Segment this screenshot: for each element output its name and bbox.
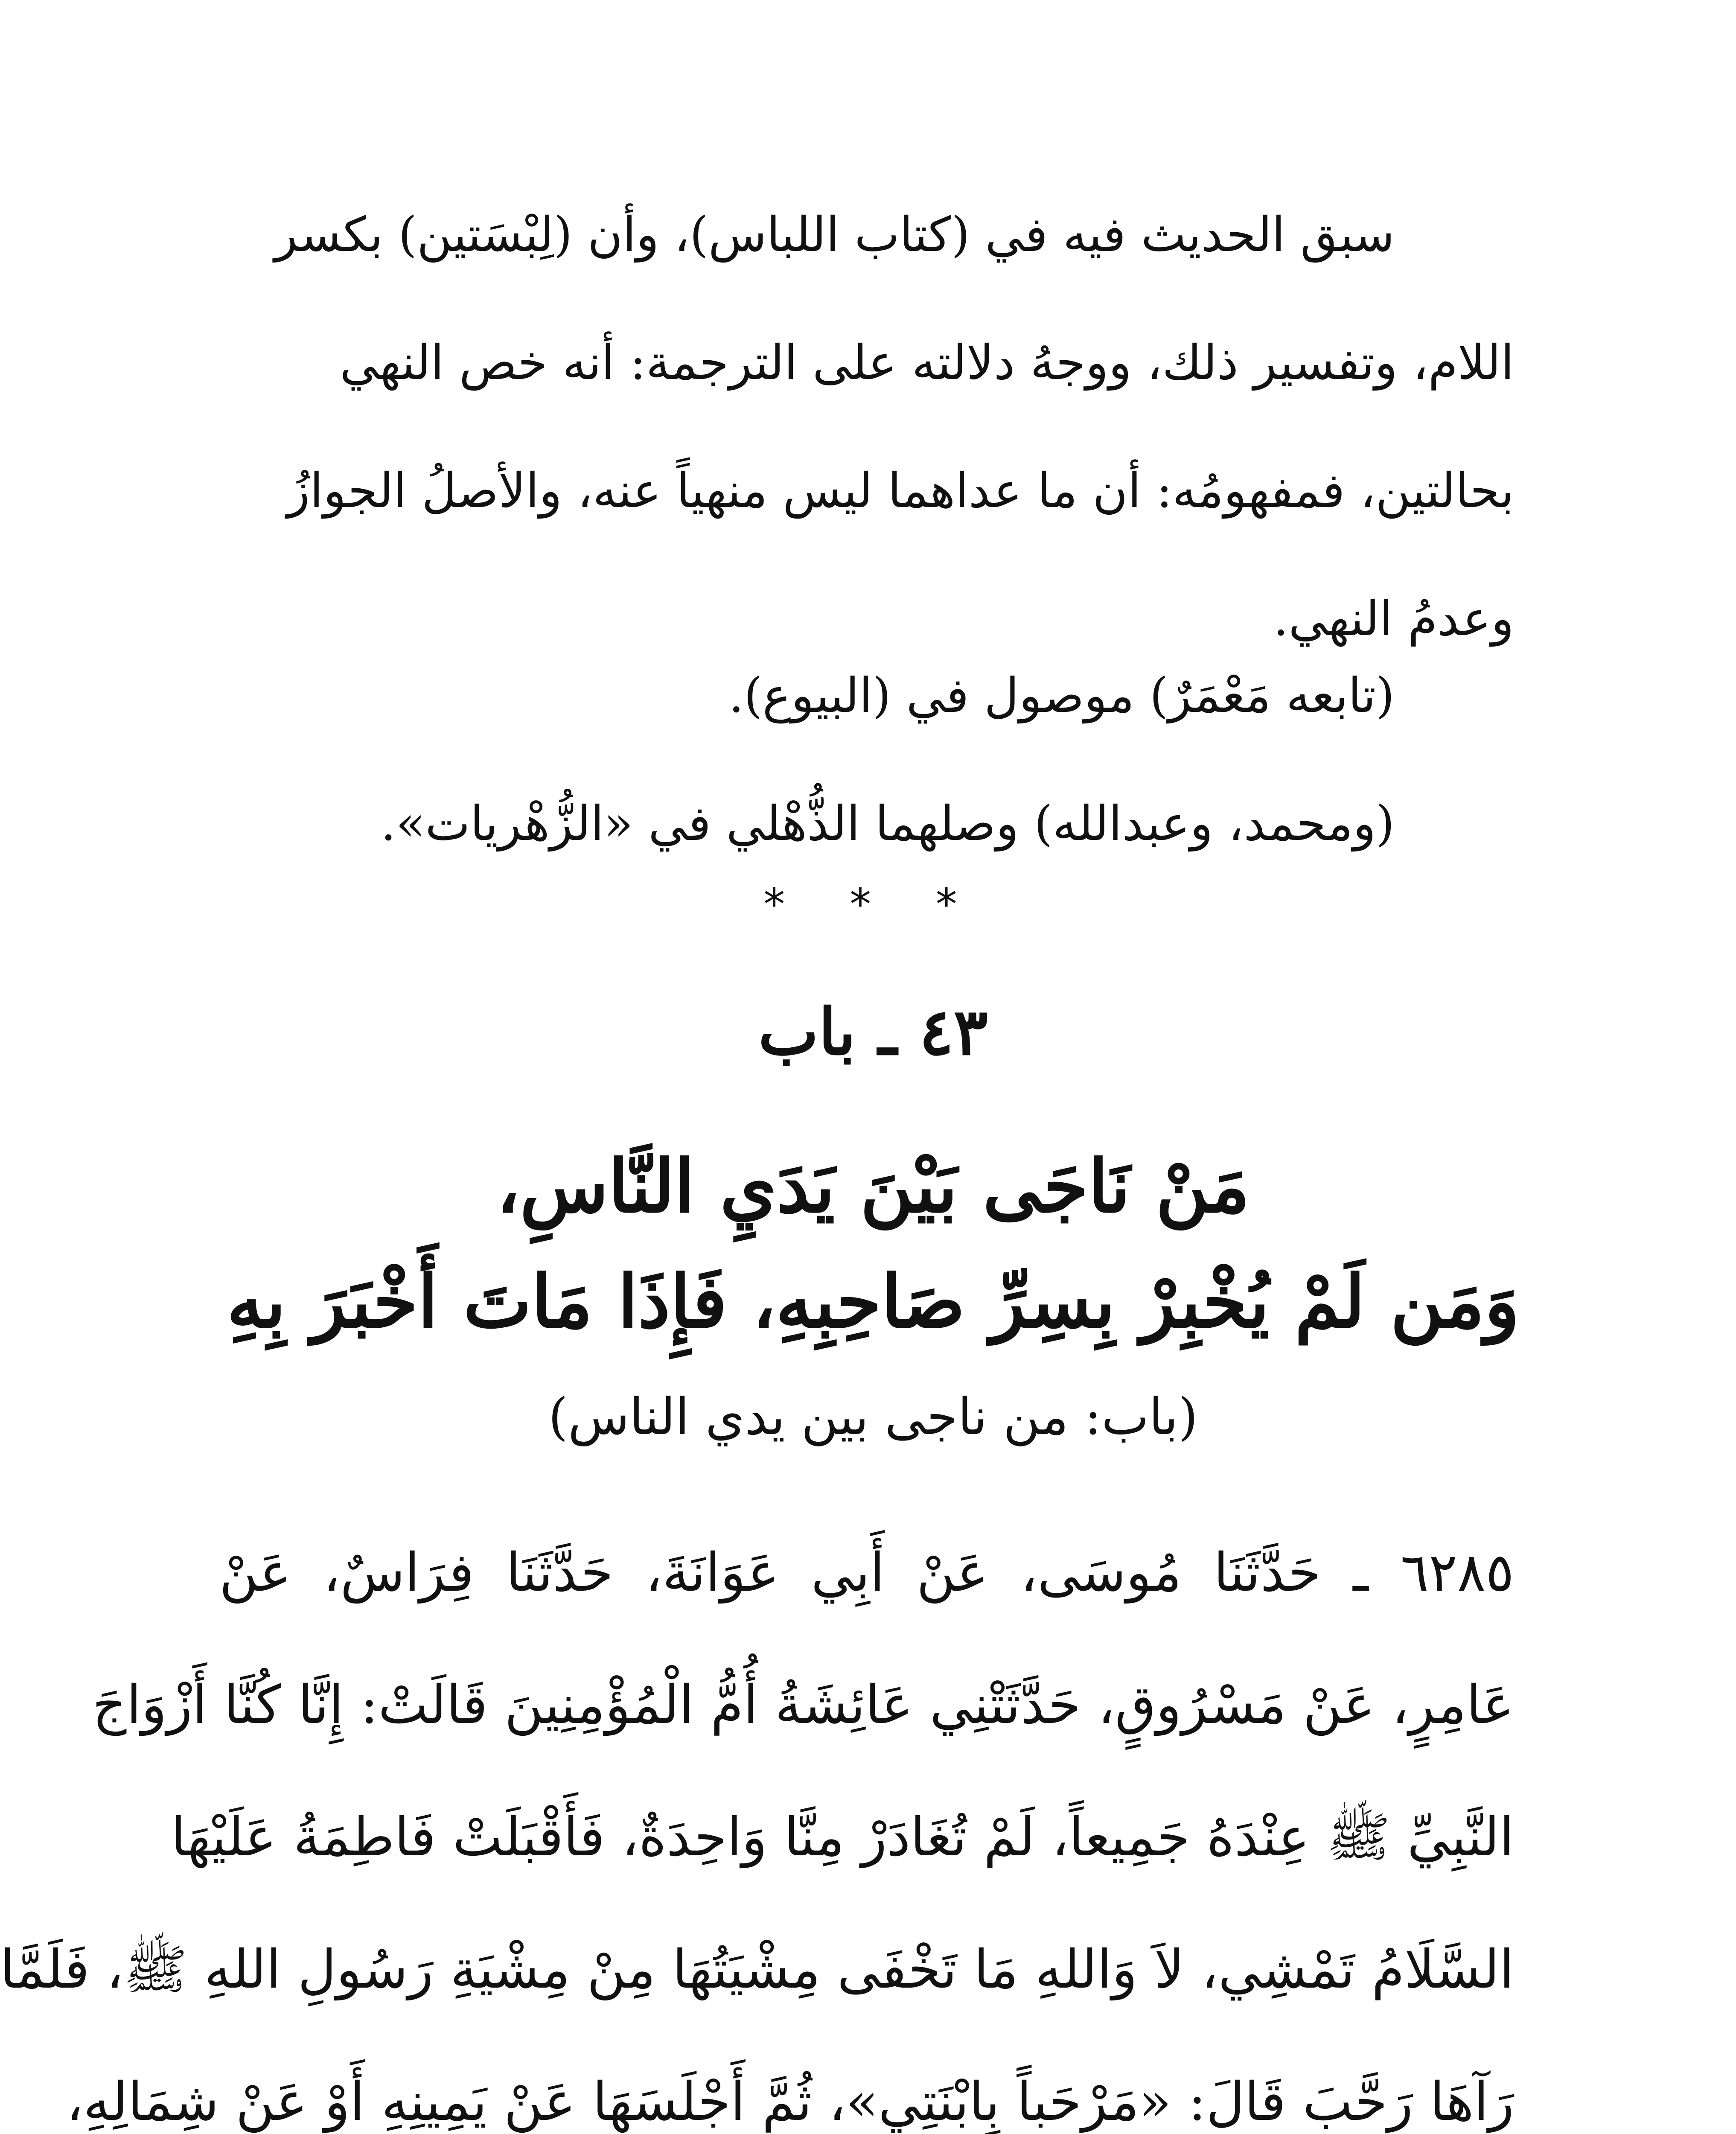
intro-paragraph-text xyxy=(219,171,1514,683)
hadith-line: السَّلَامُ تَمْشِي، لاَ وَاللهِ مَا تَخْفَى مِشْيَتُهَا مِنْ مِشْيَةِ رَسُولِ اللهِ ﷺ، فَلَمَّا xyxy=(0,1939,1514,2000)
hadith-line: ٦٢٨٥ ـ حَدَّثَنَا مُوسَى، عَنْ أَبِي عَوَانَةَ، حَدَّثَنَا فِرَاسٌ، عَنْ xyxy=(219,1542,1514,1603)
hadith-line: النَّبِيِّ ﷺ عِنْدَهُ جَمِيعاً، لَمْ تُغَادَرْ مِنَّا وَاحِدَةٌ، فَأَقْبَلَتْ فَاطِمَةُ عَلَيْهَا xyxy=(171,1807,1514,1868)
hadith-text xyxy=(0,1507,1514,2134)
intro-line: وعدمُ النهي. xyxy=(1273,591,1514,647)
intro-paragraph xyxy=(219,171,1514,683)
note-tabiah: (تابعه مَعْمَرٌ) موصول في (البيوع). xyxy=(728,668,1395,723)
hadith-line: عَامِرٍ، عَنْ مَسْرُوقٍ، حَدَّثَتْنِي عَائِشَةُ أُمُّ الْمُؤْمِنِينَ قَالَتْ: إِنَّا كُنَّا أَزْوَاجَ xyxy=(92,1674,1514,1736)
intro-line: اللام، وتفسير ذلك، ووجهُ دلالته على الترجمة: أنه خص النهي xyxy=(340,335,1514,391)
chapter-number: ٤٣ ـ باب xyxy=(758,994,988,1070)
chapter-subheading: (باب: من ناجى بين يدي الناس) xyxy=(548,1387,1198,1446)
chapter-title-line-2: وَمَن لَمْ يُخْبِرْ بِسِرِّ صَاحِبِهِ، فَإِذَا مَاتَ أَخْبَرَ بِهِ xyxy=(227,1259,1520,1344)
intro-line: بحالتين، فمفهومُه: أن ما عداهما ليس منهياً عنه، والأصلُ الجوازُ xyxy=(287,463,1514,519)
section-separator: * * * xyxy=(763,879,983,929)
intro-line: سبق الحديث فيه في (كتاب اللباس)، وأن (لِبْسَتين) بكسر xyxy=(274,207,1395,262)
chapter-title-line-1: مَنْ نَاجَى بَيْنَ يَدَيِ النَّاسِ، xyxy=(496,1144,1250,1229)
note-wasalahuma: (ومحمد، وعبدالله) وصلهما الذُّهْلي في «الزُّهْريات». xyxy=(381,796,1395,851)
hadith-line: رَآهَا رَحَّبَ قَالَ: «مَرْحَباً بِابْنَتِي»، ثُمَّ أَجْلَسَهَا عَنْ يَمِينِهِ أَوْ عَنْ شِمَالِهِ، xyxy=(66,2071,1514,2133)
